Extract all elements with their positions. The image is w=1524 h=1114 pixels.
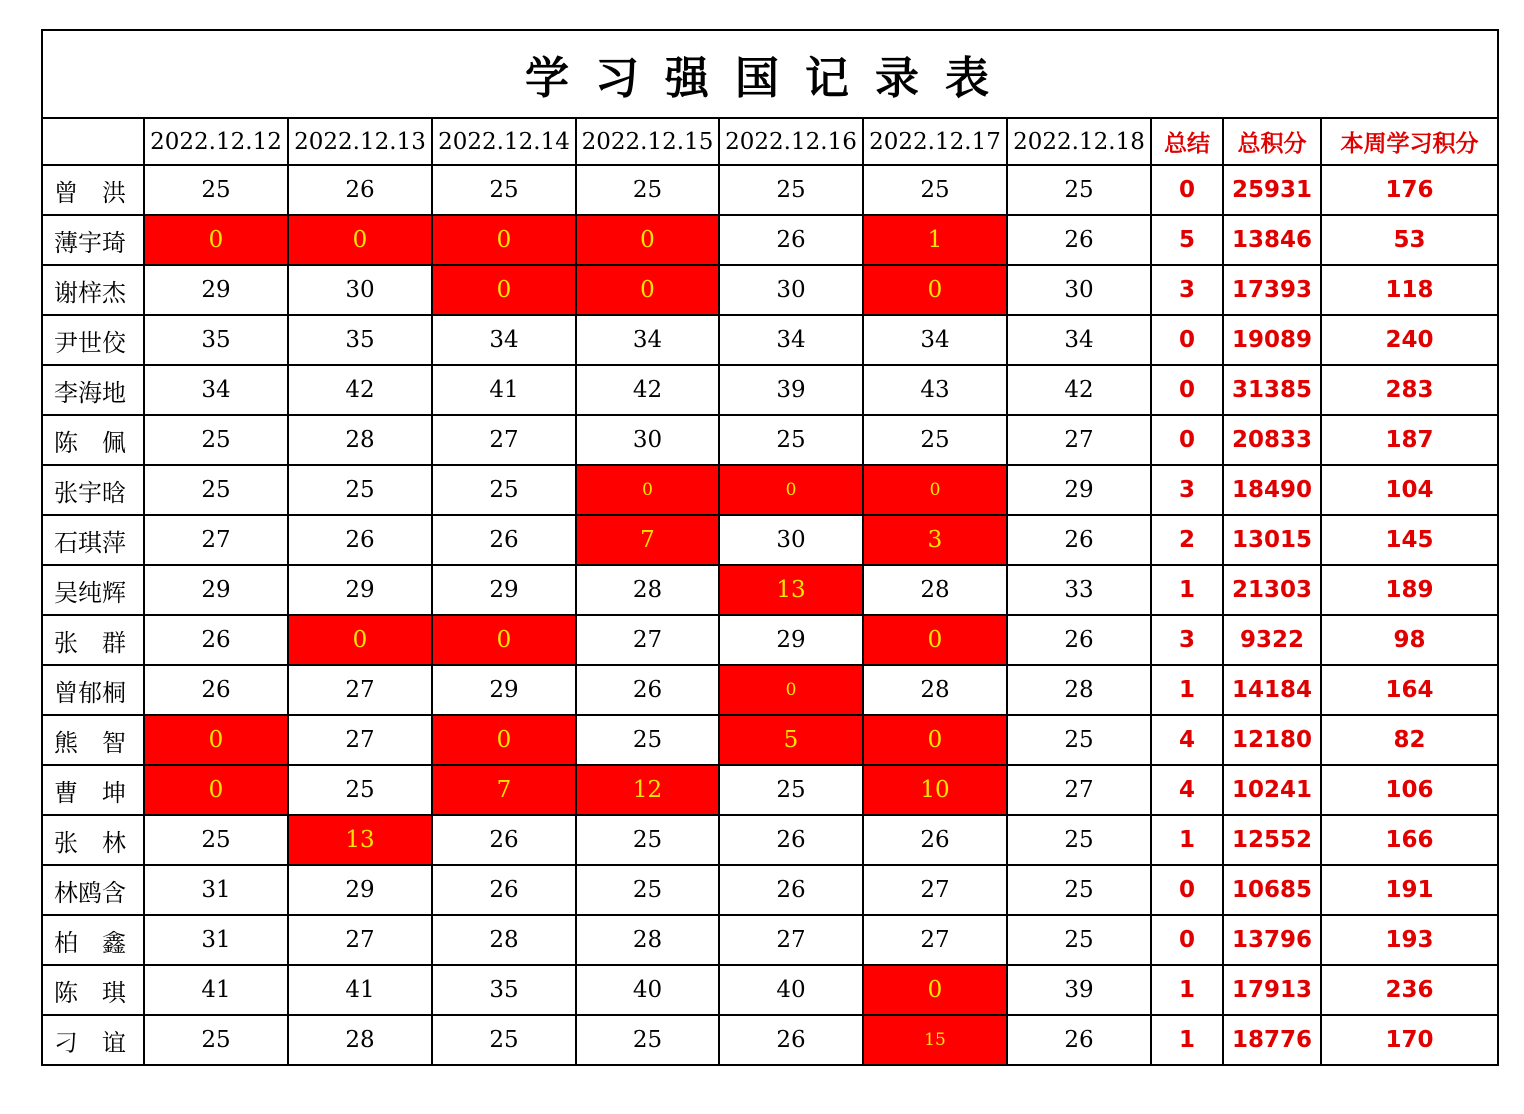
summary-cell: 1: [1151, 965, 1223, 1015]
day-score: 25: [288, 765, 432, 815]
day-score: 26: [1007, 1015, 1151, 1065]
summary-cell: 0: [1151, 415, 1223, 465]
table-row: [42, 765, 1498, 815]
day-score: 41: [432, 365, 576, 415]
summary-cell: 1: [1151, 1015, 1223, 1065]
header-weekly: 本周学习积分: [1321, 118, 1498, 165]
table-row: [42, 165, 1498, 215]
table-row: [42, 865, 1498, 915]
table-row: [42, 565, 1498, 615]
table-row: [42, 315, 1498, 365]
day-score: 33: [1007, 565, 1151, 615]
table-row: [42, 665, 1498, 715]
weekly-score: 118: [1321, 265, 1498, 315]
person-name: 吴纯辉: [42, 565, 144, 615]
total-score: 18776: [1223, 1015, 1321, 1065]
weekly-score: 106: [1321, 765, 1498, 815]
table-row: [42, 815, 1498, 865]
day-score: 29: [144, 265, 288, 315]
day-score: 29: [288, 565, 432, 615]
table-row: [42, 365, 1498, 415]
day-score: 25: [144, 465, 288, 515]
day-score-highlighted: 5: [719, 715, 863, 765]
person-name: 曾郁桐: [42, 665, 144, 715]
table-row: [42, 615, 1498, 665]
day-score: 28: [1007, 665, 1151, 715]
total-score: 13846: [1223, 215, 1321, 265]
day-score: 30: [719, 265, 863, 315]
day-score: 26: [719, 1015, 863, 1065]
header-date: 2022.12.15: [576, 118, 719, 165]
weekly-score: 193: [1321, 915, 1498, 965]
weekly-score: 189: [1321, 565, 1498, 615]
day-score: 30: [288, 265, 432, 315]
day-score: 41: [144, 965, 288, 1015]
day-score: 28: [432, 915, 576, 965]
day-score: 26: [719, 865, 863, 915]
day-score: 26: [288, 515, 432, 565]
day-score: 25: [144, 1015, 288, 1065]
weekly-score: 164: [1321, 665, 1498, 715]
day-score: 26: [576, 665, 719, 715]
day-score: 25: [576, 865, 719, 915]
weekly-score: 98: [1321, 615, 1498, 665]
table-row: [42, 915, 1498, 965]
day-score: 26: [1007, 215, 1151, 265]
day-score: 27: [288, 665, 432, 715]
day-score: 43: [863, 365, 1007, 415]
day-score: 42: [288, 365, 432, 415]
total-score: 10685: [1223, 865, 1321, 915]
day-score: 28: [288, 415, 432, 465]
day-score: 31: [144, 915, 288, 965]
day-score-highlighted: 0: [432, 715, 576, 765]
day-score: 25: [144, 165, 288, 215]
weekly-score: 82: [1321, 715, 1498, 765]
day-score: 30: [1007, 265, 1151, 315]
day-score: 29: [1007, 465, 1151, 515]
day-score: 27: [432, 415, 576, 465]
day-score-highlighted: 0: [719, 465, 863, 515]
day-score: 31: [144, 865, 288, 915]
summary-cell: 1: [1151, 665, 1223, 715]
day-score-highlighted: 0: [863, 715, 1007, 765]
day-score-highlighted: 7: [432, 765, 576, 815]
day-score: 34: [144, 365, 288, 415]
header-name: [42, 118, 144, 165]
day-score-highlighted: 0: [863, 615, 1007, 665]
weekly-score: 191: [1321, 865, 1498, 915]
header-date: 2022.12.14: [432, 118, 576, 165]
day-score-highlighted: 13: [719, 565, 863, 615]
day-score: 28: [863, 565, 1007, 615]
day-score: 27: [1007, 765, 1151, 815]
day-score: 34: [576, 315, 719, 365]
summary-cell: 0: [1151, 915, 1223, 965]
day-score-highlighted: 0: [576, 265, 719, 315]
total-score: 12552: [1223, 815, 1321, 865]
day-score: 26: [432, 865, 576, 915]
day-score: 25: [144, 815, 288, 865]
table-row: [42, 415, 1498, 465]
day-score: 26: [432, 515, 576, 565]
total-score: 21303: [1223, 565, 1321, 615]
weekly-score: 145: [1321, 515, 1498, 565]
day-score-highlighted: 10: [863, 765, 1007, 815]
sheet-title: 学习强国记录表: [42, 30, 1498, 118]
person-name: 柏 鑫: [42, 915, 144, 965]
total-score: 9322: [1223, 615, 1321, 665]
header-date: 2022.12.13: [288, 118, 432, 165]
total-score: 14184: [1223, 665, 1321, 715]
day-score: 25: [432, 165, 576, 215]
summary-cell: 0: [1151, 315, 1223, 365]
table-row: [42, 1015, 1498, 1065]
day-score: 27: [288, 715, 432, 765]
total-score: 31385: [1223, 365, 1321, 415]
day-score: 30: [719, 515, 863, 565]
day-score: 34: [432, 315, 576, 365]
day-score: 25: [1007, 865, 1151, 915]
day-score-highlighted: 0: [863, 965, 1007, 1015]
record-table: [41, 29, 1499, 1066]
person-name: 熊 智: [42, 715, 144, 765]
day-score-highlighted: 0: [863, 265, 1007, 315]
day-score: 25: [863, 415, 1007, 465]
total-score: 13796: [1223, 915, 1321, 965]
weekly-score: 166: [1321, 815, 1498, 865]
summary-cell: 0: [1151, 865, 1223, 915]
day-score: 29: [432, 665, 576, 715]
day-score-highlighted: 0: [288, 615, 432, 665]
summary-cell: 4: [1151, 715, 1223, 765]
day-score: 27: [719, 915, 863, 965]
day-score: 26: [432, 815, 576, 865]
day-score: 39: [719, 365, 863, 415]
person-name: 刁 谊: [42, 1015, 144, 1065]
weekly-score: 187: [1321, 415, 1498, 465]
day-score-highlighted: 0: [144, 715, 288, 765]
day-score: 25: [288, 465, 432, 515]
person-name: 李海地: [42, 365, 144, 415]
day-score: 34: [719, 315, 863, 365]
day-score-highlighted: 1: [863, 215, 1007, 265]
total-score: 12180: [1223, 715, 1321, 765]
day-score: 28: [576, 565, 719, 615]
weekly-score: 176: [1321, 165, 1498, 215]
table-row: [42, 265, 1498, 315]
day-score-highlighted: 0: [288, 215, 432, 265]
day-score: 39: [1007, 965, 1151, 1015]
header-row: [42, 118, 1498, 165]
person-name: 尹世佼: [42, 315, 144, 365]
day-score: 40: [719, 965, 863, 1015]
total-score: 20833: [1223, 415, 1321, 465]
day-score: 29: [288, 865, 432, 915]
day-score-highlighted: 7: [576, 515, 719, 565]
day-score: 25: [576, 165, 719, 215]
header-summary: 总结: [1151, 118, 1223, 165]
day-score-highlighted: 13: [288, 815, 432, 865]
day-score: 35: [432, 965, 576, 1015]
total-score: 10241: [1223, 765, 1321, 815]
person-name: 林鸥含: [42, 865, 144, 915]
day-score: 26: [1007, 615, 1151, 665]
day-score: 29: [719, 615, 863, 665]
day-score: 26: [719, 215, 863, 265]
day-score: 25: [576, 1015, 719, 1065]
day-score: 26: [863, 815, 1007, 865]
day-score: 26: [288, 165, 432, 215]
day-score: 25: [1007, 915, 1151, 965]
day-score: 34: [1007, 315, 1151, 365]
day-score: 27: [288, 915, 432, 965]
summary-cell: 3: [1151, 465, 1223, 515]
weekly-score: 240: [1321, 315, 1498, 365]
day-score: 25: [144, 415, 288, 465]
table-row: [42, 465, 1498, 515]
weekly-score: 104: [1321, 465, 1498, 515]
day-score: 35: [288, 315, 432, 365]
day-score: 29: [144, 565, 288, 615]
total-score: 17393: [1223, 265, 1321, 315]
day-score: 25: [576, 715, 719, 765]
person-name: 张 林: [42, 815, 144, 865]
total-score: 25931: [1223, 165, 1321, 215]
weekly-score: 236: [1321, 965, 1498, 1015]
person-name: 陈 琪: [42, 965, 144, 1015]
weekly-score: 283: [1321, 365, 1498, 415]
day-score: 34: [863, 315, 1007, 365]
summary-cell: 1: [1151, 565, 1223, 615]
person-name: 石琪萍: [42, 515, 144, 565]
day-score: 25: [1007, 715, 1151, 765]
total-score: 19089: [1223, 315, 1321, 365]
day-score: 26: [144, 665, 288, 715]
day-score: 27: [863, 915, 1007, 965]
header-date: 2022.12.12: [144, 118, 288, 165]
day-score-highlighted: 0: [576, 465, 719, 515]
person-name: 张 群: [42, 615, 144, 665]
summary-cell: 2: [1151, 515, 1223, 565]
summary-cell: 0: [1151, 165, 1223, 215]
total-score: 18490: [1223, 465, 1321, 515]
person-name: 曹 坤: [42, 765, 144, 815]
summary-cell: 5: [1151, 215, 1223, 265]
header-date: 2022.12.16: [719, 118, 863, 165]
day-score: 25: [719, 165, 863, 215]
day-score: 26: [719, 815, 863, 865]
day-score: 30: [576, 415, 719, 465]
person-name: 陈 佩: [42, 415, 144, 465]
day-score: 28: [863, 665, 1007, 715]
day-score: 29: [432, 565, 576, 615]
table-row: [42, 515, 1498, 565]
day-score: 25: [432, 1015, 576, 1065]
day-score: 27: [144, 515, 288, 565]
summary-cell: 4: [1151, 765, 1223, 815]
day-score: 42: [1007, 365, 1151, 415]
day-score-highlighted: 12: [576, 765, 719, 815]
summary-cell: 1: [1151, 815, 1223, 865]
weekly-score: 170: [1321, 1015, 1498, 1065]
day-score-highlighted: 0: [863, 465, 1007, 515]
day-score: 27: [863, 865, 1007, 915]
day-score-highlighted: 0: [432, 265, 576, 315]
total-score: 17913: [1223, 965, 1321, 1015]
day-score-highlighted: 0: [144, 215, 288, 265]
person-name: 张宇晗: [42, 465, 144, 515]
header-date: 2022.12.18: [1007, 118, 1151, 165]
day-score: 26: [144, 615, 288, 665]
day-score: 25: [1007, 815, 1151, 865]
day-score: 41: [288, 965, 432, 1015]
summary-cell: 0: [1151, 365, 1223, 415]
day-score: 25: [432, 465, 576, 515]
header-date: 2022.12.17: [863, 118, 1007, 165]
day-score-highlighted: 3: [863, 515, 1007, 565]
table-row: [42, 715, 1498, 765]
day-score: 28: [288, 1015, 432, 1065]
day-score-highlighted: 15: [863, 1015, 1007, 1065]
person-name: 曾 洪: [42, 165, 144, 215]
day-score: 28: [576, 915, 719, 965]
day-score: 26: [1007, 515, 1151, 565]
summary-cell: 3: [1151, 615, 1223, 665]
day-score: 42: [576, 365, 719, 415]
total-score: 13015: [1223, 515, 1321, 565]
header-total: 总积分: [1223, 118, 1321, 165]
day-score: 25: [719, 415, 863, 465]
day-score: 27: [576, 615, 719, 665]
weekly-score: 53: [1321, 215, 1498, 265]
day-score: 40: [576, 965, 719, 1015]
day-score-highlighted: 0: [432, 615, 576, 665]
day-score-highlighted: 0: [144, 765, 288, 815]
day-score-highlighted: 0: [719, 665, 863, 715]
person-name: 薄宇琦: [42, 215, 144, 265]
summary-cell: 3: [1151, 265, 1223, 315]
day-score: 25: [719, 765, 863, 815]
day-score: 27: [1007, 415, 1151, 465]
day-score: 25: [576, 815, 719, 865]
table-row: [42, 215, 1498, 265]
table-row: [42, 965, 1498, 1015]
day-score-highlighted: 0: [576, 215, 719, 265]
person-name: 谢梓杰: [42, 265, 144, 315]
day-score-highlighted: 0: [432, 215, 576, 265]
day-score: 25: [863, 165, 1007, 215]
day-score: 25: [1007, 165, 1151, 215]
day-score: 35: [144, 315, 288, 365]
